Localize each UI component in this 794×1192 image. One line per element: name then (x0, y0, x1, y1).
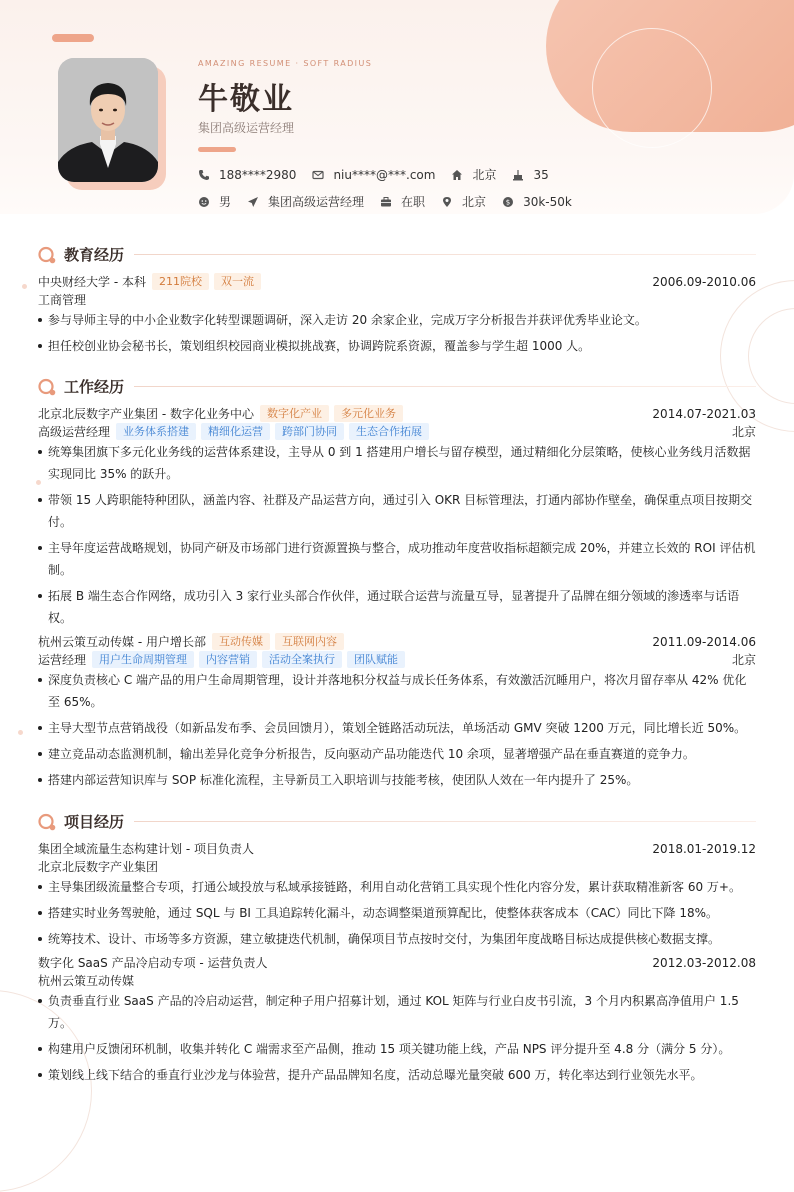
project-org-row (38, 972, 756, 989)
section-title-text: 教育经历 (64, 246, 125, 264)
role-tag: 活动全案执行 (262, 651, 342, 668)
accent-bar (52, 34, 94, 42)
company-tag: 数字化产业 (260, 405, 329, 422)
target-position-text: 集团高级运营经理 (268, 195, 365, 209)
job-header (38, 633, 756, 650)
company-tag: 互联网内容 (275, 633, 344, 650)
cake-icon (512, 169, 524, 181)
list-item: 主导年度运营战略规划，协同产研及市场部门进行资源置换与整合，成功推动年度营收指标超额完成 20%，并建立长效的 ROI 评估机制。 (38, 537, 756, 581)
section-title-text: 项目经历 (64, 813, 125, 831)
project-name: 数字化 SaaS 产品冷启动专项 - 运营负责人 (38, 956, 268, 970)
list-item: 参与导师主导的中小企业数字化转型课题调研，深入走访 20 余家企业，完成万字分析报告并获评优秀毕业论文。 (38, 309, 756, 331)
contact-item (451, 166, 496, 183)
salary-text: 30k-50k (523, 194, 572, 209)
section-divider (134, 386, 756, 387)
section-icon (38, 378, 56, 396)
job-location: 北京 (731, 653, 756, 667)
gender-text: 男 (219, 195, 232, 209)
profile-item (380, 193, 425, 210)
role-tag: 跨部门协同 (275, 423, 344, 440)
section-work-title (38, 376, 756, 397)
city-text: 北京 (472, 168, 497, 182)
target-city-text: 北京 (462, 195, 487, 209)
company-line: 杭州云策互动传媒 - 用户增长部 (38, 635, 206, 649)
decor-dot (18, 730, 23, 735)
company-tag: 互动传媒 (212, 633, 270, 650)
section-divider (134, 821, 756, 822)
project-org: 北京北辰数字产业集团 (38, 860, 159, 874)
mail-icon (312, 169, 324, 181)
list-item: 统筹集团旗下多元化业务线的运营体系建设，主导从 0 到 1 搭建用户增长与留存模型，通过精细化分层策略，使核心业务线月活数据实现同比 35% 的跃升。 (38, 441, 756, 485)
profile-item (247, 193, 364, 210)
job-location: 北京 (731, 425, 756, 439)
project-date: 2018.01-2019.12 (652, 841, 756, 856)
avatar (58, 58, 158, 182)
user-icon (198, 196, 210, 208)
profile-item (441, 193, 486, 210)
job-role-row (38, 651, 756, 668)
job-header (38, 405, 756, 422)
role-tag: 团队赋能 (347, 651, 405, 668)
list-item: 带领 15 人跨职能特种团队，涵盖内容、社群及产品运营方向，通过引入 OKR 目标管理法，打通内部协作壁垒，确保重点项目按期交付。 (38, 489, 756, 533)
section-projects-title (38, 811, 756, 832)
education-header (38, 273, 756, 290)
briefcase-icon (380, 196, 392, 208)
project-name: 集团全域流量生态构建计划 - 项目负责人 (38, 842, 254, 856)
project-org: 杭州云策互动传媒 (38, 974, 135, 988)
contact-item (198, 168, 296, 182)
contact-item (312, 168, 435, 182)
role-text: 高级运营经理 (38, 425, 111, 439)
resume-header (0, 0, 794, 214)
contact-item (512, 168, 548, 182)
list-item: 建立竞品动态监测机制，输出差异化竞争分析报告，反向驱动产品功能迭代 10 余项，显著增强产品在垂直赛道的竞争力。 (38, 743, 756, 765)
profile-item (502, 195, 572, 209)
education-major (38, 291, 756, 308)
role-text: 运营经理 (38, 653, 87, 667)
job-title: 集团高级运营经理 (198, 121, 295, 135)
list-item: 主导大型节点营销战役（如新品发布季、会员回馈月），策划全链路活动玩法，单场活动 GMV 突破 1200 万元，同比增长近 50%。 (38, 717, 756, 739)
profile-row (198, 193, 588, 210)
major-text: 工商管理 (38, 293, 87, 307)
role-tag: 内容营销 (199, 651, 257, 668)
tagline: AMAZING RESUME · SOFT RADIUS (198, 59, 373, 68)
education-tag: 211院校 (152, 273, 209, 290)
project-header (38, 840, 756, 857)
home-icon (451, 169, 463, 181)
role-tag: 精细化运营 (201, 423, 270, 440)
accent-bar (198, 147, 236, 152)
project-header (38, 954, 756, 971)
phone-icon (198, 169, 210, 181)
job-date: 2014.07-2021.03 (652, 406, 756, 421)
send-icon (247, 196, 259, 208)
education-date: 2006.09-2010.06 (652, 274, 756, 289)
list-item: 搭建内部运营知识库与 SOP 标准化流程，主导新员工入职培训与技能考核，使团队人效在一年内提升了 25%。 (38, 769, 756, 791)
company-tag: 多元化业务 (334, 405, 403, 422)
svg-text:$: $ (505, 198, 511, 207)
role-tag: 用户生命周期管理 (92, 651, 194, 668)
section-education-title (38, 244, 756, 265)
job-role-row (38, 423, 756, 440)
age-text: 35 (533, 167, 549, 182)
status-text: 在职 (401, 195, 426, 209)
section-divider (134, 254, 756, 255)
role-tag: 业务体系搭建 (116, 423, 196, 440)
list-item: 拓展 B 端生态合作网络，成功引入 3 家行业头部合作伙伴，通过联合运营与流量互导，显著提升了品牌在细分领域的渗透率与话语权。 (38, 585, 756, 629)
list-item: 策划线上线下结合的垂直行业沙龙与体验营，提升产品品牌知名度，活动总曝光量突破 600 万，转化率达到行业领先水平。 (38, 1064, 756, 1086)
education-tag: 双一流 (214, 273, 261, 290)
list-item: 担任校创业协会秘书长，策划组织校园商业模拟挑战赛，协调跨院系资源，覆盖参与学生超 1000 人。 (38, 335, 756, 357)
section-icon (38, 813, 56, 831)
location-pin-icon (441, 196, 453, 208)
candidate-name: 牛敬业 (198, 82, 294, 117)
list-item: 主导集团级流量整合专项，打通公域投放与私域承接链路，利用自动化营销工具实现个性化内容分发，累计获取精准新客 60 万+。 (38, 876, 756, 898)
company-line: 北京北辰数字产业集团 - 数字化业务中心 (38, 407, 254, 421)
decor-ring (592, 28, 712, 148)
list-item: 负责垂直行业 SaaS 产品的冷启动运营，制定种子用户招募计划，通过 KOL 矩阵与行业白皮书引流，3 个月内积累高净值用户 1.5 万。 (38, 990, 756, 1034)
profile-item (198, 193, 231, 210)
list-item: 构建用户反馈闭环机制，收集并转化 C 端需求至产品侧，推动 15 项关键功能上线，产品 NPS 评分提升至 4.8 分（满分 5 分）。 (38, 1038, 756, 1060)
section-icon (38, 246, 56, 264)
email-text: niu****@***.com (333, 167, 436, 182)
role-tag: 生态合作拓展 (349, 423, 429, 440)
money-icon (502, 196, 514, 208)
contact-row (198, 166, 565, 183)
phone-text: 188****2980 (219, 167, 297, 182)
project-org-row (38, 858, 756, 875)
section-title-text: 工作经历 (64, 378, 125, 396)
list-item: 搭建实时业务驾驶舱，通过 SQL 与 BI 工具追踪转化漏斗，动态调整渠道预算配比，使整体获客成本（CAC）同比下降 18%。 (38, 902, 756, 924)
decor-dot (22, 284, 27, 289)
job-date: 2011.09-2014.06 (652, 634, 756, 649)
list-item: 统筹技术、设计、市场等多方资源，建立敏捷迭代机制，确保项目节点按时交付，为集团年度战略目标达成提供核心数据支撑。 (38, 928, 756, 950)
project-date: 2012.03-2012.08 (652, 955, 756, 970)
list-item: 深度负责核心 C 端产品的用户生命周期管理，设计并落地积分权益与成长任务体系，有效激活沉睡用户，将次月留存率从 42% 优化至 65%。 (38, 669, 756, 713)
school-line: 中央财经大学 - 本科 (38, 275, 146, 289)
